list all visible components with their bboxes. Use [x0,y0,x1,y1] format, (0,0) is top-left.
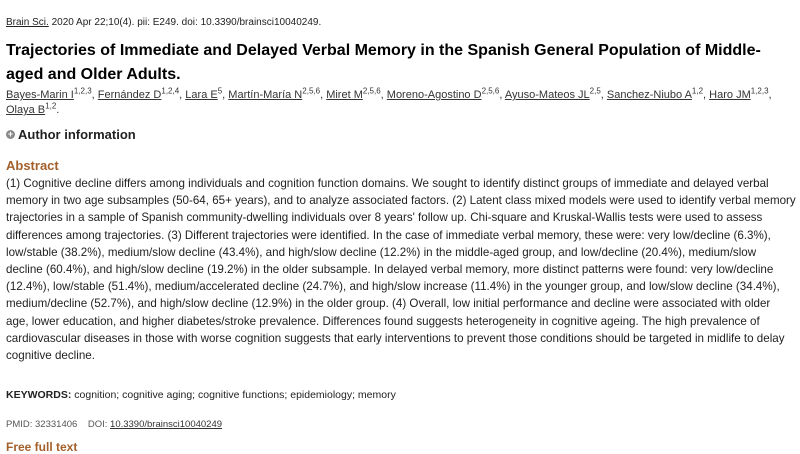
author-separator: , [179,89,186,101]
author-link[interactable]: Fernández D [97,89,162,101]
author-separator: , [320,89,327,101]
author-separator: , [768,89,772,101]
author-affiliation: 1,2,3 [750,86,769,96]
author-separator: , [600,89,607,101]
pmid-text: PMID: 32331406 [6,419,78,430]
author-affiliation: 2,5,6 [481,86,500,96]
citation-details: 2020 Apr 22;10(4). pii: E249. doi: 10.3390/brainsci10040249. [48,17,322,28]
author-affiliation: 1,2 [45,101,57,111]
keywords-text: cognition; cognitive aging; cognitive functions; epidemiology; memory [71,389,396,401]
author-separator: , [703,89,710,101]
citation-line [6,17,321,28]
author-link[interactable]: Bayes-Marin I [6,89,74,101]
author-separator: . [56,104,60,116]
author-list [6,88,796,118]
keywords-line [6,389,396,401]
expand-plus-icon[interactable]: + [7,129,14,139]
author-link[interactable]: Sanchez-Niubo A [606,89,692,101]
doi-label: DOI: [87,419,111,430]
abstract-heading: Abstract [6,158,59,173]
author-link[interactable]: Martín-María N [228,89,303,101]
doi-link[interactable]: 10.3390/brainsci10040249 [110,419,223,430]
author-affiliation: 1,2,3 [73,86,92,96]
author-link[interactable]: Moreno-Agostino D [386,89,482,101]
author-link[interactable]: Olaya B [6,104,46,116]
author-link[interactable]: Miret M [326,89,363,101]
author-affiliation: 1,2 [691,86,704,96]
author-link[interactable]: Lara E [185,89,218,101]
journal-link[interactable]: Brain Sci. [6,17,49,28]
author-affiliation: 1,2,4 [161,86,180,96]
free-full-text-heading[interactable]: Free full text [6,440,78,454]
author-affiliation: 2,5,6 [362,86,381,96]
author-affiliation: 2,5 [589,86,601,96]
abstract-text: (1) Cognitive decline differs among individuals and cognition function domains. We sought to identify distinct groups of immediate and delayed verbal memory in two age subsamples (50-64, 65+ years), and to analyze associated factors. (2) Latent class mixed models were used to identify verbal memory trajectories in a sample of Spanish community-dwelling individuals over 8 years' follow up. Chi-square and Kruskal-Wallis tests were used to assess differences among trajectories. (3) Different trajectories were identified. In the case of immediate verbal memory, these were: very low/decline (6.3%), low/stable (38.2%), medium/slow decline (43.4%), and high/slow decline (12.2%) in the middle-aged group, and low/decline (20.4%), medium/slow decline (60.4%), and high/slow decline (19.2%) in the older subsample. In delayed verbal memory, more distinct patterns were found: very low/decline (12.4%), low/stable (51.4%), medium/accelerated decline (24.7%), and high/slow increase (11.4%) in the younger group, and low/slow decline (34.4%), medium/decline (52.7%), and high/slow decline (12.9%) in the older group. (4) Overall, low initial performance and decline were associated with older age, lower education, and higher diabetes/stroke prevalence. Differences found suggests heterogeneity in cognitive ageing. The high prevalence of cardiovascular diseases in those with worse cognition suggests that early interventions to prevent those conditions should be targeted in midlife to delay cognitive decline. [6,177,796,363]
keywords-label: KEYWORDS: [6,389,72,401]
author-affiliation: 5 [217,86,223,96]
author-separator: , [380,89,387,101]
article-title: Trajectories of Immediate and Delayed Verbal Memory in the Spanish General Population of Middle-aged and Older Adults. [6,42,761,83]
author-separator: , [222,89,229,101]
author-affiliation: 2,5,6 [302,86,321,96]
author-link[interactable]: Ayuso-Mateos JL [504,89,590,101]
author-separator: , [499,89,505,101]
author-information-label: Author information [18,127,136,142]
identifier-line [6,419,222,430]
author-separator: , [91,89,98,101]
author-information-toggle[interactable] [6,127,136,142]
author-link[interactable]: Haro JM [709,89,751,101]
